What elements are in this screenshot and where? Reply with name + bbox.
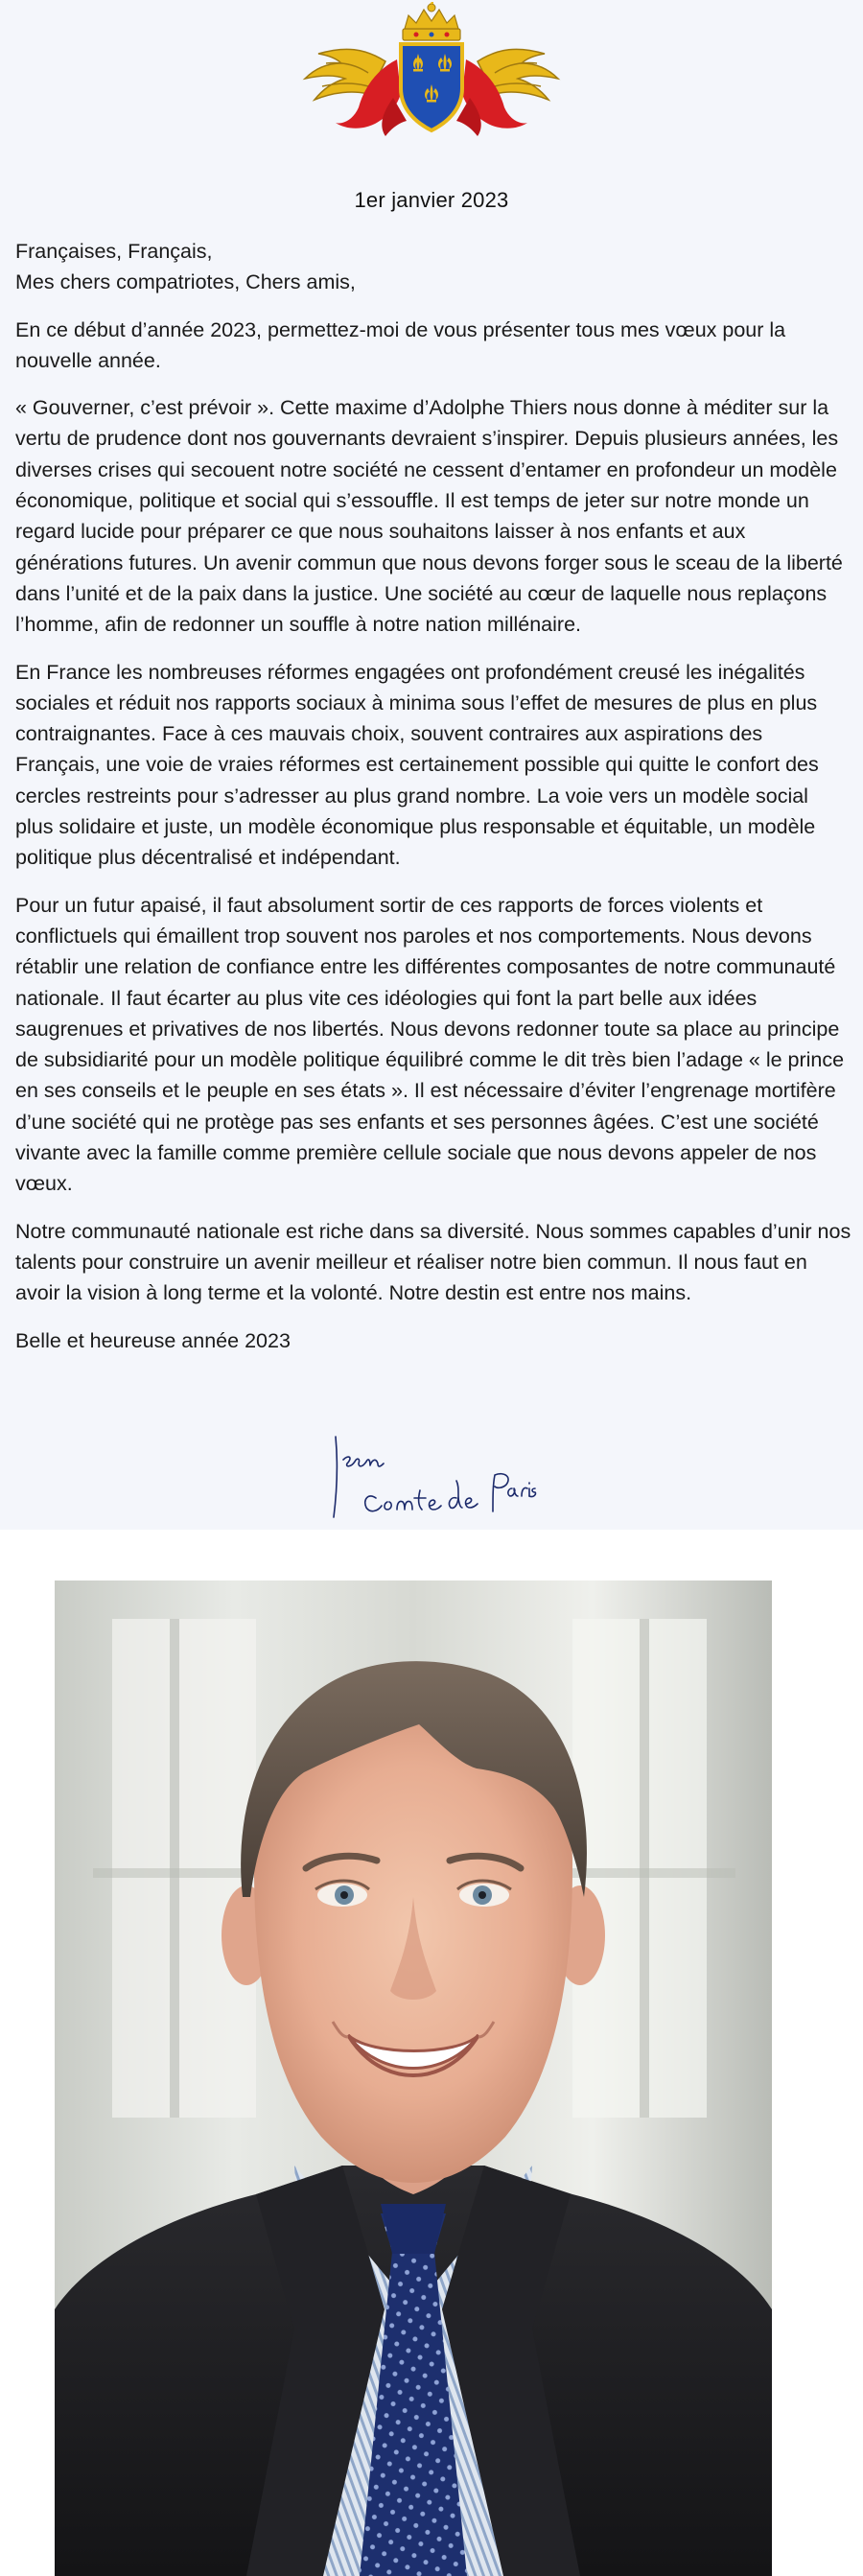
portrait-photo: [55, 1581, 772, 2576]
salutation-line: Françaises, Français,: [15, 240, 213, 263]
closing-line: Belle et heureuse année 2023: [15, 1328, 291, 1352]
paragraph: En France les nombreuses réformes engagées ont profondément creusé les inégalités sociales et réduit nos rapports sociaux à minima sous l’effet de mesures de plus en plus contraignantes. Face à ces mauvais choix, souvent contraires aux aspirations des Français, une voie de vraies réformes est certainement possible qui quitte le confort des cercles restreints pour s’adresser au plus grand nombre. La voie vers un modèle social plus solidaire et juste, un modèle économique plus responsable et équitable, un modèle politique plus décentralisé et indépendant.: [15, 660, 819, 870]
paragraph: En ce début d’année 2023, permettez-moi de vous présenter tous mes vœux pour la nouvelle année.: [15, 317, 786, 372]
salutation: [15, 236, 851, 298]
letter-date: 1er janvier 2023: [354, 188, 509, 212]
handwritten-signature: [316, 1429, 537, 1525]
salutation-line: Mes chers compatriotes, Chers amis,: [15, 270, 356, 294]
paragraph: Notre communauté nationale est riche dans sa diversité. Nous sommes capables d’unir nos talents pour construire un avenir meilleur et réaliser notre bien commun. Il nous faut en avoir la vision à long terme et la volonté. Notre destin est entre nos mains.: [15, 1219, 851, 1305]
royal-coat-of-arms-icon: [297, 2, 566, 144]
paragraph: Pour un futur apaisé, il faut absolument sortir de ces rapports de forces violents et conflictuels qui émaillent trop souvent nos paroles et nos comportements. Nous devons rétablir une relation de confiance entre les différentes composantes de notre communauté nationale. Il faut écarter au plus vite ces idéologies qui font la part belle aux idées saugrenues et privatives de nos libertés. Nous devons redonner toute sa place au principe de subsidiarité pour un modèle politique équilibré comme le dit très bien l’adage « le prince en ses conseils et le peuple en ses états ». Il est nécessaire d’éviter l’engrenage mortifère d’une société qui ne protège pas ses enfants et ses personnes âgées. C’est une société vivante avec la famille comme première cellule sociale que nous devons appeler de nos vœux.: [15, 893, 845, 1196]
paragraph: « Gouverner, c’est prévoir ». Cette maxime d’Adolphe Thiers nous donne à méditer sur la vertu de prudence dont nos gouvernants devraient s’inspirer. Depuis plusieurs années, les diverses crises qui secouent notre société ne cessent d’entamer en profondeur un modèle économique, politique et social qui s’essouffle. Il est temps de jeter sur notre monde un regard lucide pour préparer ce que nous souhaitons laisser à nos enfants et aux générations futures. Un avenir commun que nous devons forger sous le sceau de la liberté dans l’unité et de la paix dans la justice. Une société au cœur de laquelle nous replaçons l’homme, afin de redonner un souffle à notre nation millénaire.: [15, 396, 843, 637]
letter-body: [15, 236, 851, 1372]
